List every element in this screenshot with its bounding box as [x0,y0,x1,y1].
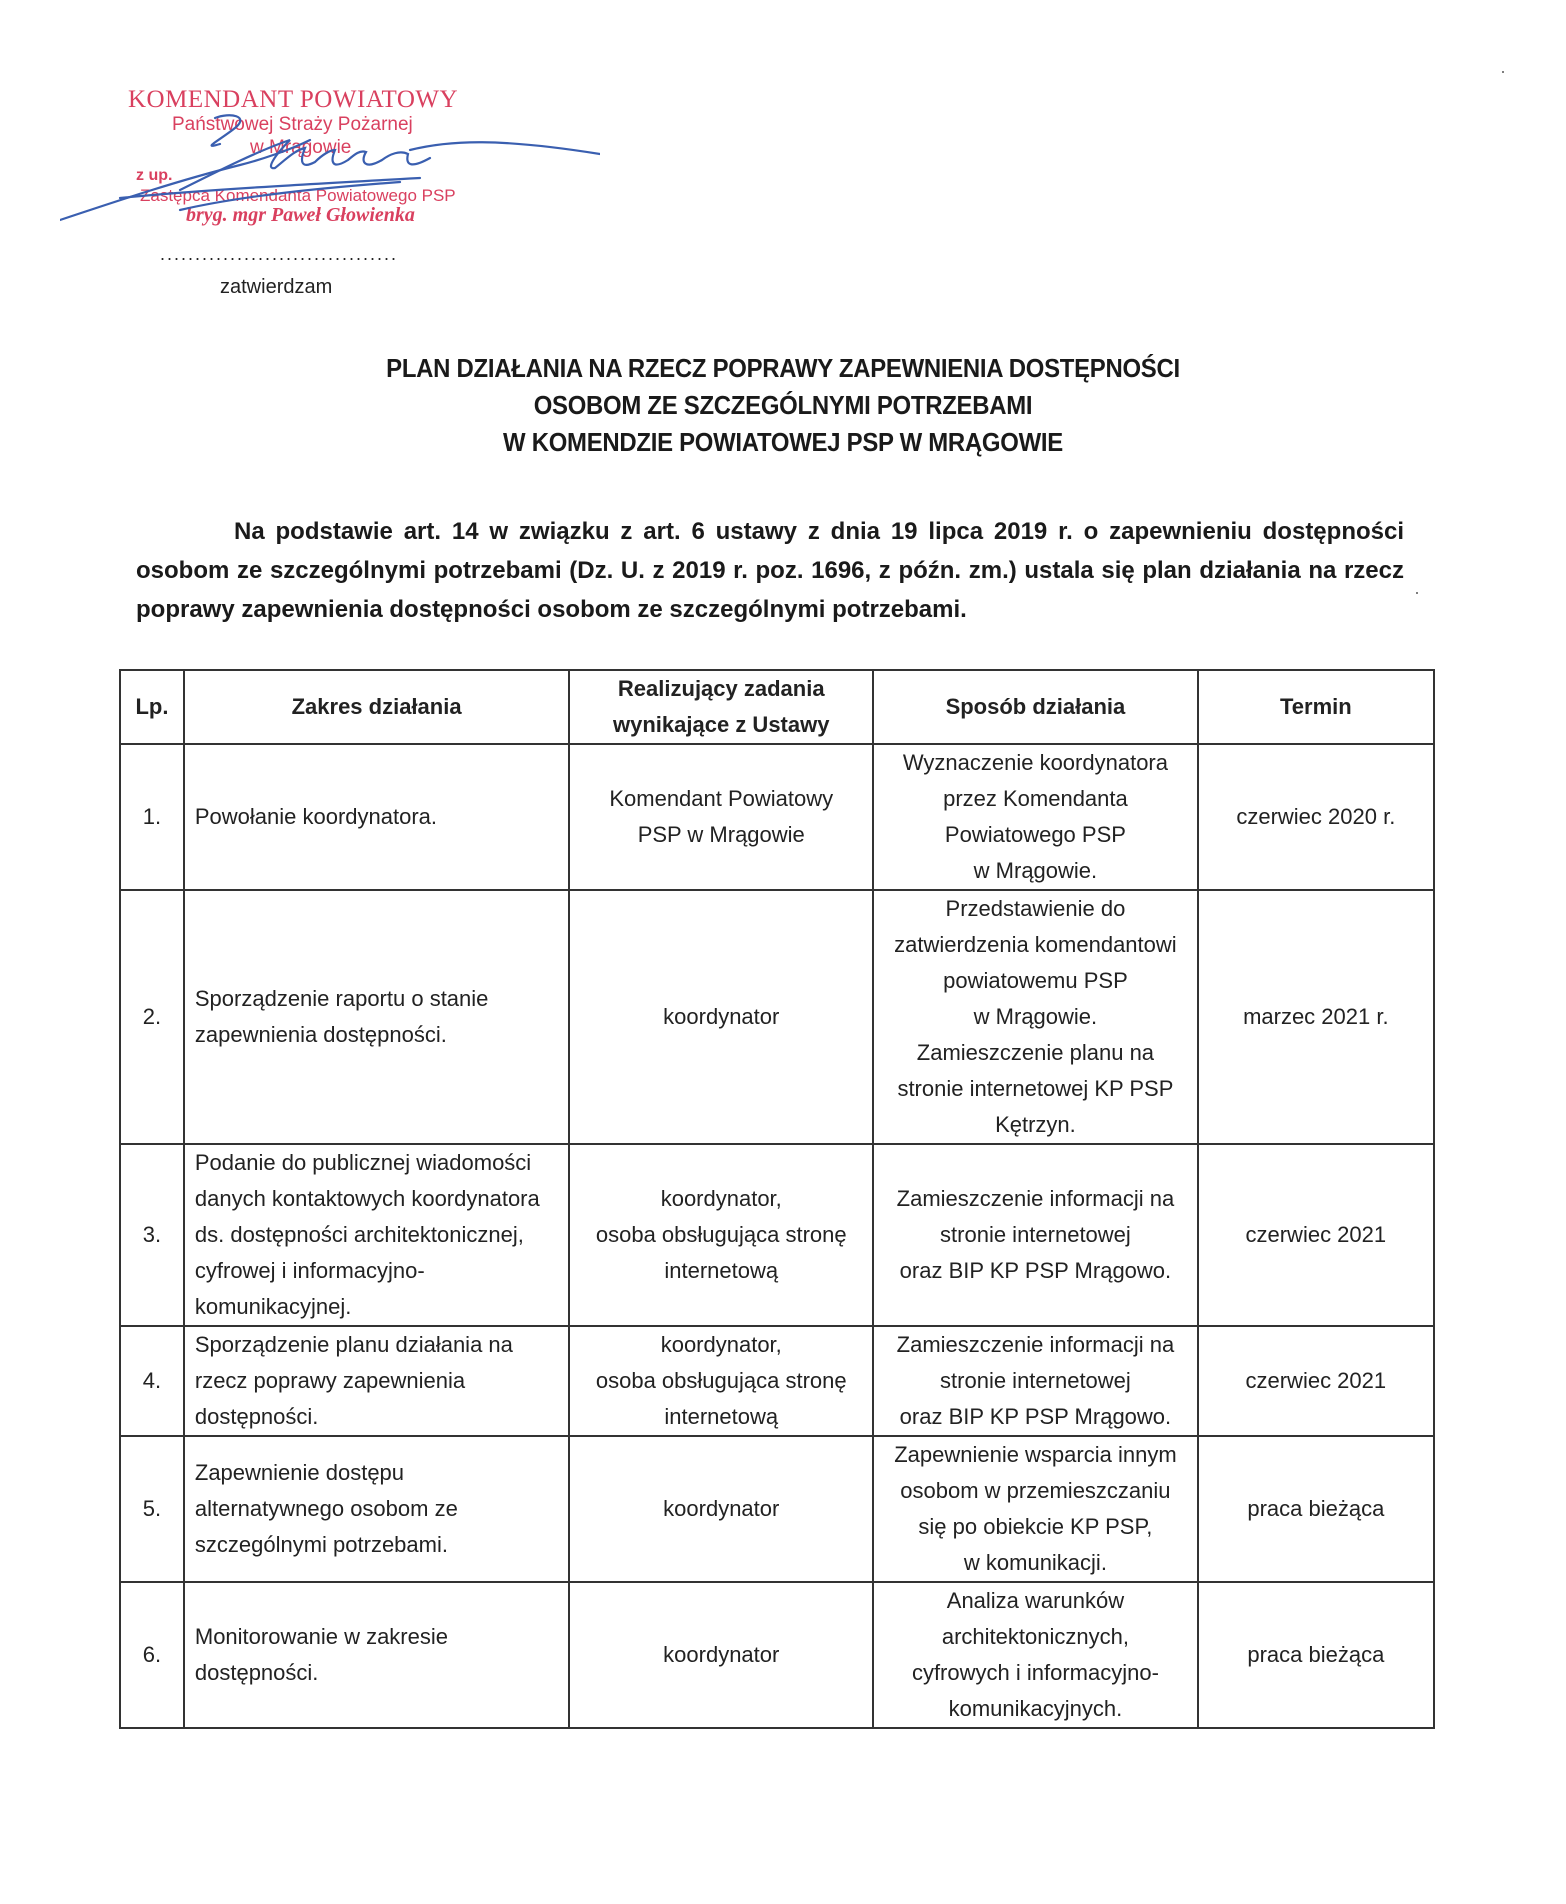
cell-method-line: Przedstawienie do [945,896,1126,921]
cell-executor [569,1326,873,1436]
scan-speck [1502,71,1504,73]
stamp-name: bryg. mgr Paweł Głowienka [186,204,415,226]
cell-method-line: Zamieszczenie informacji na [896,1332,1175,1357]
header-scope: Zakres działania [184,670,569,744]
cell-executor-line: koordynator [663,1004,780,1029]
cell-executor [569,1582,873,1728]
cell-method [873,1326,1197,1436]
cell-executor-line: osoba obsługująca stronę [595,1222,847,1247]
table-row [120,744,1434,890]
cell-scope: Powołanie koordynatora. [184,744,569,890]
approval-label: zatwierdzam [220,276,333,298]
cell-scope: Sporządzenie planu działania na rzecz poprawy zapewnienia dostępności. [184,1326,569,1436]
cell-method-line: stronie internetowej [940,1222,1131,1247]
cell-method-line: się po obiekcie KP PSP, [918,1514,1153,1539]
cell-method-line: oraz BIP KP PSP Mrągowo. [899,1404,1172,1429]
cell-term: czerwiec 2021 [1198,1144,1434,1326]
cell-executor-line: koordynator [663,1496,780,1521]
cell-lp: 2. [120,890,184,1144]
cell-term: czerwiec 2020 r. [1198,744,1434,890]
cell-method-line: Zamieszczenie informacji na [896,1186,1175,1211]
cell-method-line: Kętrzyn. [995,1112,1076,1137]
cell-lp: 3. [120,1144,184,1326]
cell-method-line: Analiza warunków [946,1588,1125,1613]
cell-method-line: w komunikacji. [963,1550,1107,1575]
cell-method-line: Powiatowego PSP [944,822,1126,847]
cell-executor-line: koordynator [663,1642,780,1667]
cell-method [873,744,1197,890]
header-executor-line-1: Realizujący zadania [617,676,825,701]
cell-executor [569,1436,873,1582]
stamp-on-behalf: z up. [136,167,173,184]
header-executor [569,670,873,744]
title-line-2: OSOBOM ZE SZCZEGÓLNYMI POTRZEBAMI [533,390,1033,420]
table-row [120,1436,1434,1582]
cell-method [873,1144,1197,1326]
title-line-3: W KOMENDZIE POWIATOWEJ PSP W MRĄGOWIE [503,427,1063,457]
table-row [120,890,1434,1144]
cell-method-line: powiatowemu PSP [943,968,1128,993]
cell-scope: Sporządzenie raportu o stanie zapewnienia dostępności. [184,890,569,1144]
cell-lp: 1. [120,744,184,890]
cell-executor-line: Komendant Powiatowy [609,786,834,811]
cell-term: praca bieżąca [1198,1582,1434,1728]
handwritten-signature-icon [60,110,600,230]
cell-method-line: stronie internetowej [940,1368,1131,1393]
cell-executor [569,744,873,890]
cell-lp: 6. [120,1582,184,1728]
document-title [0,350,1566,461]
header-executor-line-2: wynikające z Ustawy [613,712,830,737]
cell-term: praca bieżąca [1198,1436,1434,1582]
cell-method [873,890,1197,1144]
table-header-row [120,670,1434,744]
cell-executor-line: PSP w Mrągowie [637,822,805,847]
cell-method [873,1436,1197,1582]
cell-executor-line: osoba obsługująca stronę [595,1368,847,1393]
scan-speck [1416,592,1418,594]
title-line-1: PLAN DZIAŁANIA NA RZECZ POPRAWY ZAPEWNIENIA DOSTĘPNOŚCI [386,353,1180,383]
cell-method-line: architektonicznych, [941,1624,1129,1649]
cell-method-line: w Mrągowie. [973,1004,1098,1029]
table-row [120,1144,1434,1326]
cell-method-line: zatwierdzenia komendantowi [894,932,1177,957]
cell-executor-line: koordynator, [660,1186,782,1211]
cell-executor [569,1144,873,1326]
cell-method-line: cyfrowych i informacyjno- [911,1660,1159,1685]
stamp-city: w Mrągowie [250,137,352,158]
cell-method-line: stronie internetowej KP PSP [897,1076,1174,1101]
table-row [120,1326,1434,1436]
cell-method-line: komunikacyjnych. [948,1696,1123,1721]
stamp-deputy-title: Zastępca Komendanta Powiatowego PSP [140,186,456,205]
cell-method-line: Zapewnienie wsparcia innym [894,1442,1177,1467]
cell-scope: Podanie do publicznej wiadomości danych kontaktowych koordynatora ds. dostępności architektonicznej, cyfrowej i informacyjno-komunikacyjnej. [184,1144,569,1326]
cell-method-line: Zamieszczenie planu na [916,1040,1155,1065]
cell-lp: 5. [120,1436,184,1582]
cell-method-line: przez Komendanta [943,786,1128,811]
cell-method-line: oraz BIP KP PSP Mrągowo. [899,1258,1172,1283]
intro-paragraph: Na podstawie art. 14 w związku z art. 6 ustawy z dnia 19 lipca 2019 r. o zapewnieniu dostępności osobom ze szczególnymi potrzebami (Dz. U. z 2019 r. poz. 1696, z późn. zm.) ustala się plan działania na rzecz poprawy zapewnienia dostępności osobom ze szczególnymi potrzebami. [136,518,1404,623]
cell-scope: Zapewnienie dostępu alternatywnego osobom ze szczególnymi potrzebami. [184,1436,569,1582]
cell-executor-line: internetową [664,1404,779,1429]
action-plan-table [119,669,1435,1729]
cell-scope: Monitorowanie w zakresie dostępności. [184,1582,569,1728]
cell-lp: 4. [120,1326,184,1436]
header-lp: Lp. [120,670,184,744]
stamp-organization: Państwowej Straży Pożarnej [172,114,413,135]
table-row [120,1582,1434,1728]
stamp-title: KOMENDANT POWIATOWY [128,86,459,113]
signature-dotted-line: .................................. [160,244,399,264]
cell-method [873,1582,1197,1728]
cell-executor [569,890,873,1144]
cell-executor-line: internetową [664,1258,779,1283]
header-term: Termin [1198,670,1434,744]
cell-method-line: Wyznaczenie koordynatora [902,750,1168,775]
cell-executor-line: koordynator, [660,1332,782,1357]
cell-term: marzec 2021 r. [1198,890,1434,1144]
cell-method-line: osobom w przemieszczaniu [900,1478,1171,1503]
cell-term: czerwiec 2021 [1198,1326,1434,1436]
header-method: Sposób działania [873,670,1197,744]
cell-method-line: w Mrągowie. [973,858,1098,883]
